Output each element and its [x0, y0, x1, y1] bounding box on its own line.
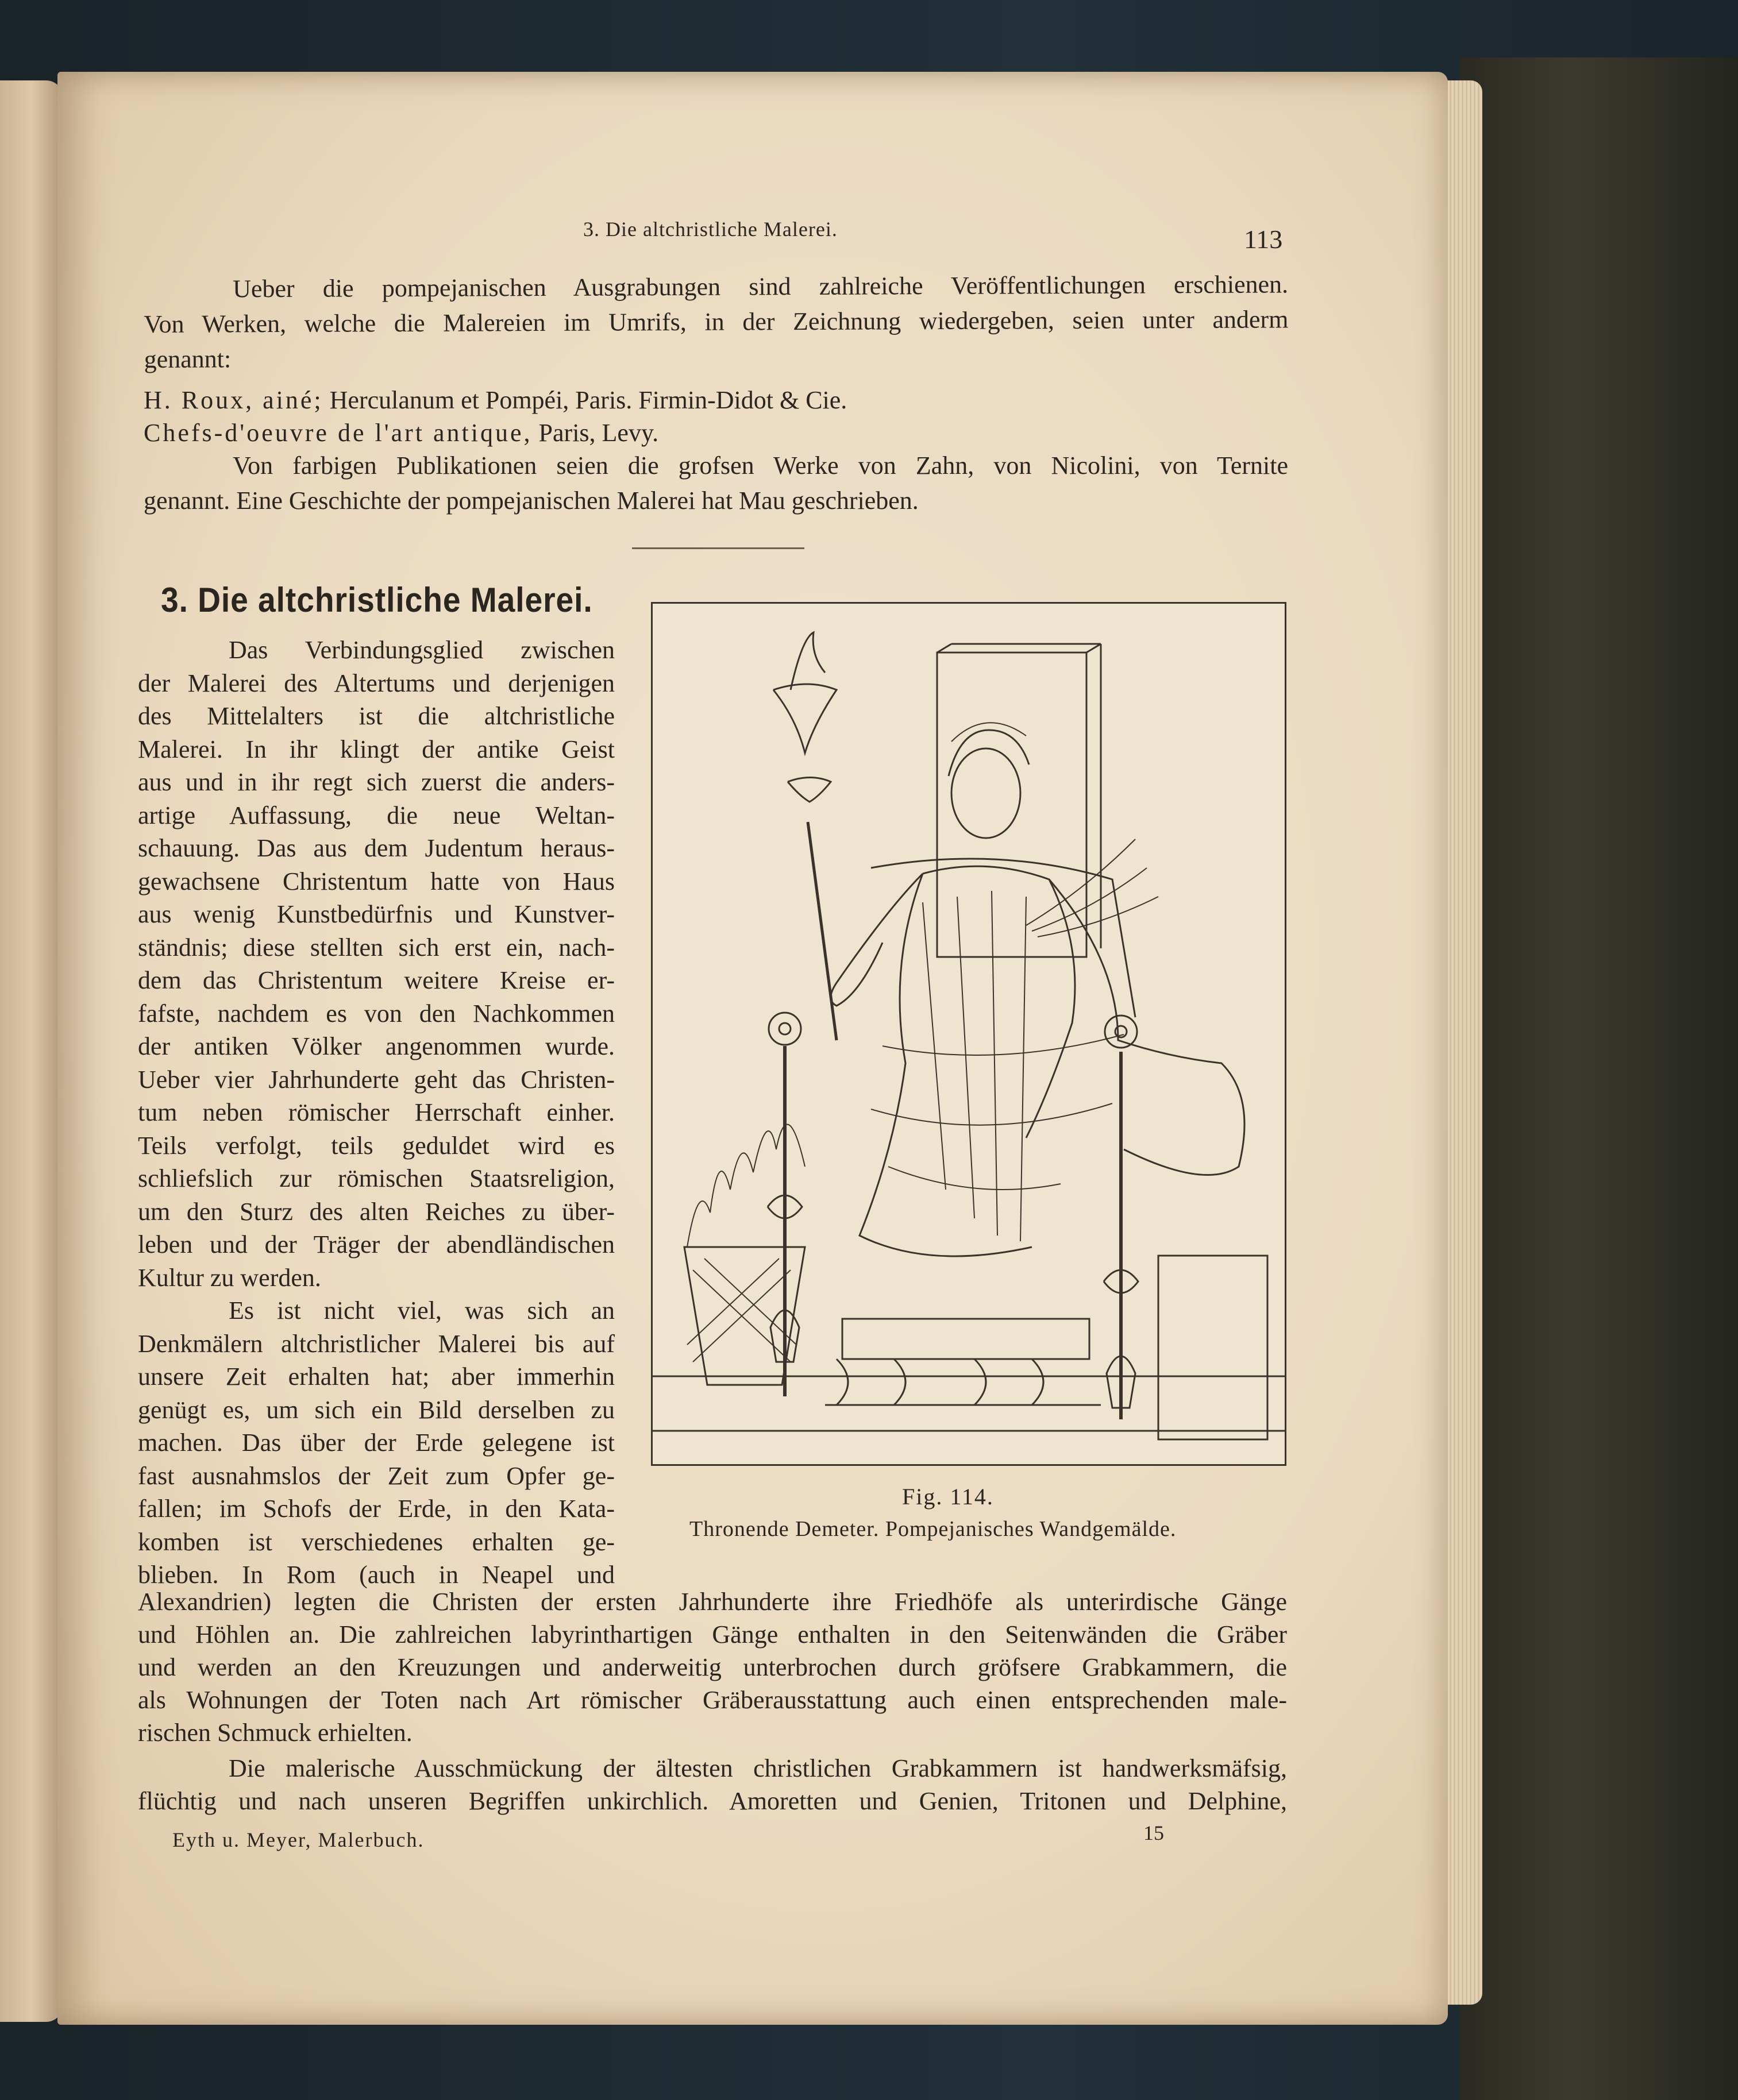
- intro-line-3: genannt:: [144, 345, 232, 373]
- section-heading: 3. Die altchristliche Malerei.: [161, 581, 593, 619]
- col2-line: fallen; im Schofs der Erde, in den Kata-: [138, 1495, 615, 1523]
- reference-title: Herculanum et Pompéi, Paris. Firmin-Didot & Cie.: [329, 386, 847, 414]
- intro-line-1: Ueber die pompejanischen Ausgrabungen sind zahlreiche Veröffentlichungen erschienen.: [233, 270, 1289, 303]
- col1-line: leben und der Träger der abendländischen: [138, 1230, 615, 1259]
- reference-roux: [144, 384, 847, 417]
- col1-line: der Malerei des Altertums und derjenigen: [138, 669, 615, 697]
- reference-author: H. Roux, ainé;: [144, 386, 323, 414]
- col1-line: dem das Christentum weitere Kreise er-: [138, 966, 615, 994]
- col1-line: gewachsene Christentum hatte von Haus: [138, 867, 615, 895]
- col1-line: Malerei. In ihr klingt der antike Geist: [138, 735, 615, 763]
- running-head: 3. Die altchristliche Malerei.: [583, 218, 838, 241]
- col1-line: des Mittelalters ist die altchristliche: [138, 702, 615, 730]
- col2-line: unsere Zeit erhalten hat; aber immerhin: [138, 1362, 615, 1391]
- last-line: flüchtig und nach unseren Begriffen unkirchlich. Amoretten und Genien, Tritonen und Delphine,: [138, 1787, 1287, 1815]
- decoration-paragraph: [138, 1752, 1287, 1817]
- col1-line: schliefslich zur römischen Staatsreligion,: [138, 1164, 615, 1192]
- col1-line: Teils verfolgt, teils geduldet wird es: [138, 1131, 615, 1160]
- book-signature: Eyth u. Meyer, Malerbuch.: [172, 1828, 425, 1851]
- full-line: als Wohnungen der Toten nach Art römischer Gräberausstattung auch einen entsprechenden male-: [138, 1686, 1287, 1714]
- col2-line: Es ist nicht viel, was sich an: [229, 1296, 615, 1325]
- intro-paragraph: [144, 267, 1289, 377]
- reference-title-2: Chefs-d'oeuvre de l'art antique,: [144, 419, 533, 447]
- full-line: Alexandrien) legten die Christen der ersten Jahrhunderte ihre Friedhöfe als unterirdische Gänge: [138, 1588, 1287, 1616]
- col1-line: aus und in ihr regt sich zuerst die anders-: [138, 768, 615, 796]
- catacomb-paragraph: [138, 1585, 1287, 1749]
- column-paragraph-1: [138, 634, 615, 1294]
- figure-illustration: [651, 602, 1286, 1466]
- col1-line: aus wenig Kunstbedürfnis und Kunstver-: [138, 900, 615, 928]
- column-paragraph-2: [138, 1294, 615, 1592]
- colored-line-1: Von farbigen Publikationen seien die grofsen Werke von Zahn, von Nicolini, von Ternite: [233, 451, 1288, 480]
- full-line: und Höhlen an. Die zahlreichen labyrinthartigen Gänge enthalten in den Seitenwänden die Gräber: [138, 1620, 1287, 1649]
- demeter-engraving: [653, 604, 1285, 1464]
- col2-line: fast ausnahmslos der Zeit zum Opfer ge-: [138, 1461, 615, 1490]
- col2-line: Denkmälern altchristlicher Malerei bis auf: [138, 1329, 615, 1358]
- col2-line: komben ist verschiedenes erhalten ge-: [138, 1527, 615, 1556]
- reference-publisher-2: Paris, Levy.: [538, 419, 659, 447]
- col1-line: Das Verbindungsglied zwischen: [229, 636, 615, 664]
- pillar-shape: [937, 653, 1086, 957]
- reference-chefs: [144, 416, 658, 450]
- col2-line: machen. Das über der Erde gelegene ist: [138, 1429, 615, 1457]
- col1-line: Ueber vier Jahrhunderte geht das Christen-: [138, 1065, 615, 1094]
- col1-line: schauung. Das aus dem Judentum heraus-: [138, 834, 615, 862]
- col1-line: artige Auffassung, die neue Weltan-: [138, 801, 615, 829]
- col1-line: ständnis; diese stellten sich erst ein, nach-: [138, 933, 615, 962]
- colored-publications-paragraph: [144, 448, 1288, 518]
- full-line: rischen Schmuck erhielten.: [138, 1719, 413, 1747]
- full-line: und werden an den Kreuzungen und anderweitig unterbrochen durch gröfsere Grabkammern, die: [138, 1653, 1287, 1681]
- book-binding-right: [1459, 57, 1738, 2100]
- col2-line: blieben. In Rom (auch in Neapel und: [138, 1561, 615, 1589]
- last-line: Die malerische Ausschmückung der ältesten christlichen Grabkammern ist handwerksmäfsig,: [229, 1754, 1287, 1782]
- colored-line-2: genannt. Eine Geschichte der pompejanischen Malerei hat Mau geschrieben.: [144, 487, 919, 515]
- col1-line: Kultur zu werden.: [138, 1263, 321, 1292]
- figure-number: Fig. 114.: [902, 1484, 994, 1510]
- intro-line-2: Von Werken, welche die Malereien im Umrifs, in der Zeichnung wiedergeben, seien unter anderm: [144, 305, 1289, 338]
- section-divider: [632, 547, 804, 549]
- col2-line: genügt es, um sich ein Bild derselben zu: [138, 1395, 615, 1424]
- sheet-number: 15: [1143, 1821, 1164, 1844]
- col1-line: tum neben römischer Herrschaft einher.: [138, 1098, 615, 1126]
- col1-line: um den Sturz des alten Reiches zu über-: [138, 1197, 615, 1226]
- figure-caption: Thronende Demeter. Pompejanisches Wandgemälde.: [689, 1517, 1177, 1541]
- col1-line: fafste, nachdem es von den Nachkommen: [138, 999, 615, 1028]
- facing-page-edge: [0, 80, 63, 2022]
- page-number: 113: [1244, 225, 1283, 254]
- col1-line: der antiken Völker angenommen wurde.: [138, 1032, 615, 1060]
